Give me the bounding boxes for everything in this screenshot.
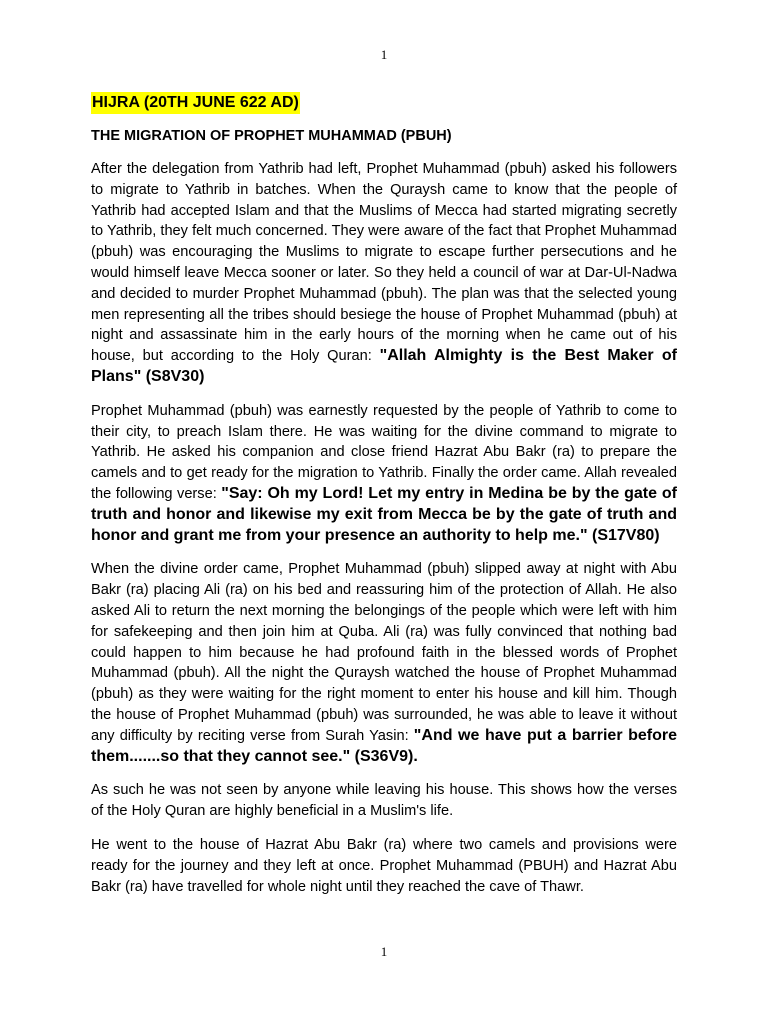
paragraph-text: He went to the house of Hazrat Abu Bakr (ra) where two camels and provisions were ready for the journey and they left at once. Prophet Muhammad (PBUH) and Hazrat Abu Bakr (ra) have travelled for whole night until they reached the cave of Thawr. [91,836,677,895]
paragraph-4 [91,780,677,822]
document-title: HIJRA (20TH JUNE 622 AD) [91,92,300,114]
paragraph-text: After the delegation from Yathrib had left, Prophet Muhammad (pbuh) asked his followers to migrate to Yathrib in batches. When the Quraysh came to know that the people of Yathrib had accepted Islam and that the Muslims of Mecca had started migrating secretly to Yathrib, they felt much concerned. They were aware of the fact that Prophet Muhammad (pbuh) was encouraging the Muslims to migrate to escape further persecutions and he would himself leave Mecca sooner or later. So they held a council of war at Dar-Ul-Nadwa and decided to murder Prophet Muhammad (pbuh). The plan was that the selected young men representing all the tribes should besiege the house of Prophet Muhammad (pbuh) at night and assassinate him in the early hours of the morning when he came out of his house, but according to the Holy Quran: [91,161,677,365]
paragraph-2 [91,401,677,547]
quran-verse: "Say: Oh my Lord! Let my entry in Medina be by the gate of truth and honor and likewise my exit from Mecca be by the gate of truth and honor and grant me from your presence an authority to help me." (S17V80) [91,484,677,544]
document-subtitle: THE MIGRATION OF PROPHET MUHAMMAD (PBUH) [91,128,452,144]
page-number-top: 1 [380,47,388,62]
paragraph-text: Prophet Muhammad (pbuh) was earnestly requested by the people of Yathrib to come to their city, to preach Islam there. He was waiting for the divine command to migrate to Yathrib. He asked his companion and close friend Hazrat Abu Bakr (ra) to prepare the camels and to get ready for the migration to Yathrib. Finally the order came. Allah revealed the following verse: [91,402,677,502]
document-body [91,92,677,910]
paragraph-text: As such he was not seen by anyone while leaving his house. This shows how the verses of the Holy Quran are highly beneficial in a Muslim's life. [91,782,677,820]
paragraph-1 [91,159,677,388]
quran-verse: "Allah Almighty is the Best Maker of Plans" (S8V30) [91,347,677,385]
paragraph-5 [91,835,677,897]
quran-verse: "And we have put a barrier before them.......so that they cannot see." (S36V9). [91,726,677,765]
paragraph-text: When the divine order came, Prophet Muhammad (pbuh) slipped away at night with Abu Bakr (ra) placing Ali (ra) on his bed and reassuring him of the protection of Allah. He also asked Ali to return the next morning the belongings of the people which were left with him for safekeeping and then join him at Quba. Ali (ra) was fully convinced that nothing bad could happen to him because he had profound faith in the blessed words of Prophet Muhammad (pbuh). All the night the Quraysh watched the house of Prophet Muhammad (pbuh) as they were waiting for the right moment to enter his house and kill him. Though the house of Prophet Muhammad (pbuh) was surrounded, he was able to leave it without any difficulty by reciting verse from Surah Yasin: [91,561,677,744]
page-number-bottom: 1 [380,944,388,959]
paragraph-3 [91,559,677,767]
